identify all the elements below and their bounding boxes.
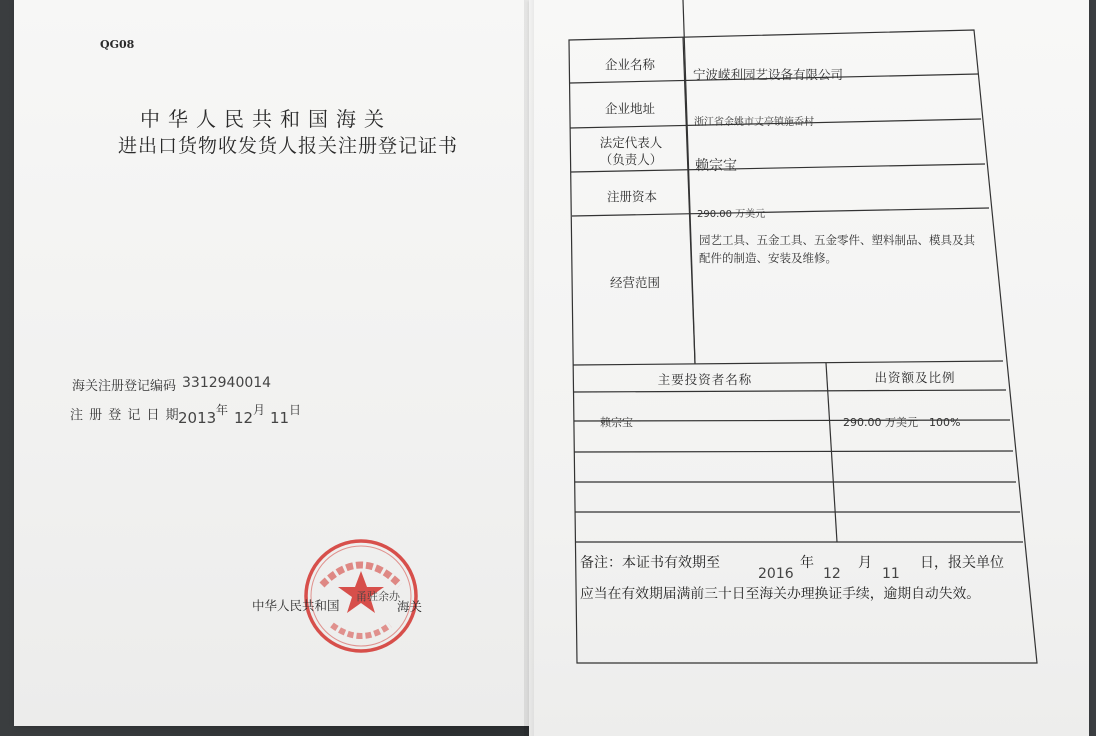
scope-line1: 园艺工具、五金工具、五金零件、塑料制品、模具及其	[699, 233, 975, 247]
remark-day-char: 日，报关单位	[920, 555, 1004, 571]
remark-year-value: 2016	[758, 566, 794, 582]
remark-line1-prefix: 备注：本证书有效期至	[580, 555, 720, 571]
form-code: QG08	[100, 38, 135, 51]
legal-rep-value: 赖宗宝	[695, 158, 737, 174]
reg-code-value: 3312940014	[182, 375, 272, 391]
certificate-title-line2: 进出口货物收发货人报关注册登记证书	[118, 135, 459, 157]
legal-rep-label-line1: 法定代表人	[599, 135, 663, 150]
remark-day-value: 11	[882, 566, 900, 582]
scope-label: 经营范围	[609, 275, 660, 290]
reg-date-month: 12	[234, 409, 254, 427]
remark-month-char: 月	[858, 555, 872, 571]
company-name-label: 企业名称	[604, 57, 655, 72]
investor-name-1: 赖宗宝	[600, 416, 633, 429]
investment-amount-header: 出资额及比例	[874, 370, 956, 385]
company-address-label: 企业地址	[604, 101, 655, 116]
day-char: 日	[289, 403, 302, 417]
capital-label: 注册资本	[606, 189, 657, 204]
investor-amount-1: 290.00 万美元 100%	[843, 416, 961, 429]
remark-line2: 应当在有效期届满前三十日至海关办理换证手续，逾期自动失效。	[580, 586, 981, 602]
legal-rep-label-line2: （负责人）	[599, 152, 663, 167]
reg-code-label: 海关注册登记编码	[72, 379, 177, 394]
reg-date-label: 注 册 登 记 日 期	[70, 408, 180, 423]
reg-date-year: 2013	[178, 409, 217, 427]
year-char: 年	[216, 403, 229, 417]
investor-name-header: 主要投资者名称	[657, 372, 753, 387]
month-char: 月	[253, 403, 266, 417]
capital-value: 290.00 万美元	[697, 209, 766, 220]
reg-date-day: 11	[270, 409, 290, 427]
issuer-office: 甬驻余办	[356, 590, 400, 603]
scope-line2: 配件的制造、安装及维修。	[699, 251, 837, 265]
remark-year-char: 年	[800, 555, 814, 571]
issuer-prefix: 中华人民共和国	[252, 598, 340, 613]
remark-month-value: 12	[823, 566, 841, 582]
issuer-suffix: 海关	[397, 599, 423, 614]
company-address-value: 浙江省余姚市丈亭镇施岙村	[694, 117, 814, 128]
certificate-title-line1: 中华人民共和国海关	[140, 107, 392, 131]
company-name-value: 宁波嵘利园艺设备有限公司	[693, 67, 844, 82]
